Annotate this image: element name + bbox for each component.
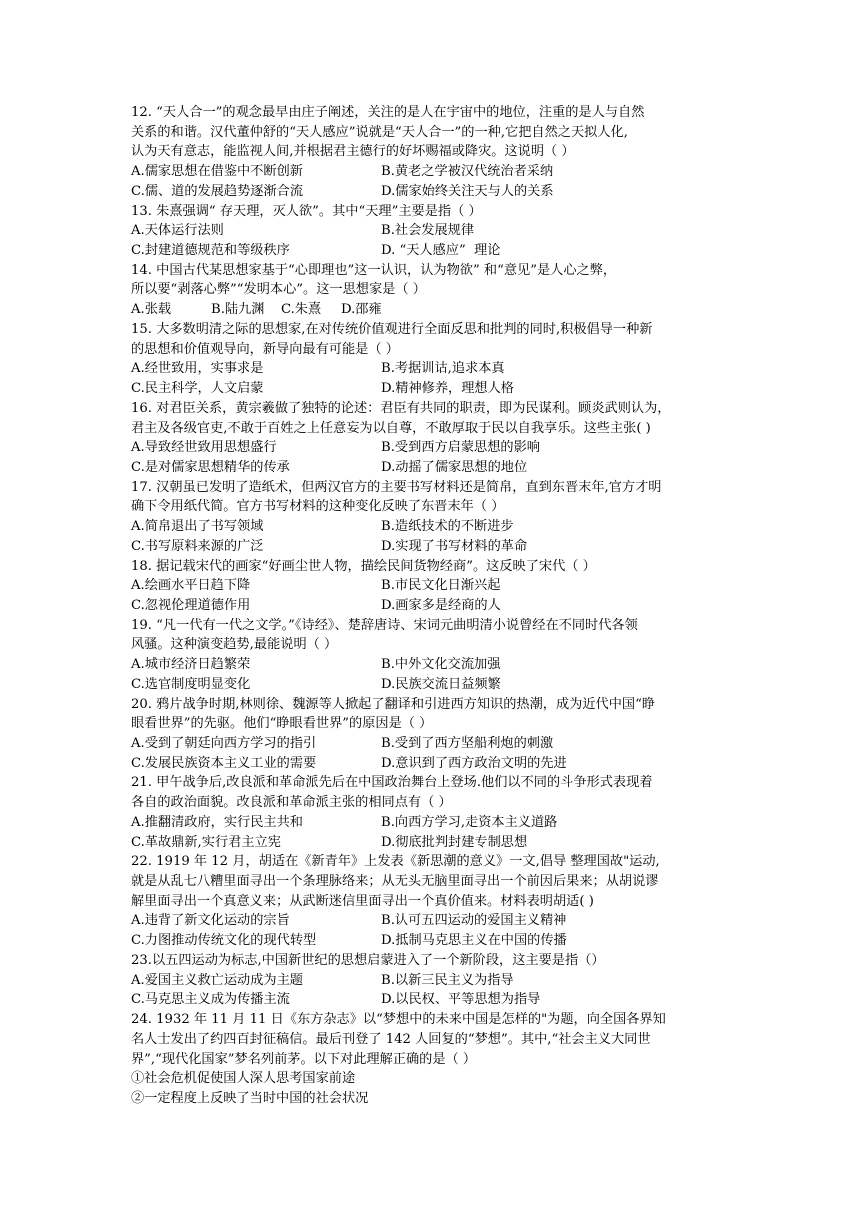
question-block <box>131 478 741 557</box>
answer-option[interactable]: A.绘画水平日趋下降 <box>131 578 251 594</box>
question-stem: 18. 据记载宋代的画家“好画尘世人物，描绘民间货物经商”。这反映了宋代（ ） <box>131 558 596 574</box>
answer-option[interactable]: D.意识到了西方政治文明的先进 <box>381 755 567 771</box>
answer-option[interactable]: C.忽视伦理道德作用 <box>131 597 251 613</box>
option-row <box>131 675 741 695</box>
answer-option[interactable]: B.向西方学习,走资本主义道路 <box>381 814 558 830</box>
option-row <box>131 576 741 596</box>
question-stem: 13. 朱熹强调“ 存天理，灭人欲”。其中“天理”主要是指（ ） <box>131 203 482 219</box>
answer-option[interactable]: C.书写原料来源的广泛 <box>131 538 264 554</box>
answer-option[interactable]: A.受到了朝廷向西方学习的指引 <box>131 736 317 751</box>
option-row <box>131 300 741 320</box>
question-list <box>131 103 741 1109</box>
question-stem-line: ②一定程度上反映了当时中国的社会状况 <box>131 1090 369 1106</box>
question-block <box>131 261 741 320</box>
question-stem: 16. 对君臣关系，黄宗羲做了独特的论述：君臣有共同的职责，即为民谋利。顾炎武则认为， <box>131 400 671 416</box>
question-block <box>131 202 741 261</box>
answer-option[interactable]: C.选官制度明显变化 <box>131 676 251 692</box>
answer-option[interactable]: A.简帛退出了书写领域 <box>131 519 264 535</box>
question-block <box>131 773 741 852</box>
option-row <box>131 517 741 537</box>
answer-option[interactable]: C.儒、道的发展趋势逐渐合流 <box>131 183 304 199</box>
question-stem: 12. “天人合一”的观念最早由庄子阐述，关注的是人在宇宙中的地位，注重的是人与自然 <box>131 105 645 120</box>
answer-option[interactable]: D.动摇了儒家思想的地位 <box>381 459 528 475</box>
option-row <box>131 931 741 951</box>
question-stem-line: 就是从乱七八糟里面寻出一个条理脉络来；从无头无脑里面寻出一个前因后果来；从胡说谬 <box>131 874 659 890</box>
answer-option[interactable]: B.造纸技术的不断进步 <box>381 519 514 535</box>
option-row <box>131 971 741 991</box>
question-block <box>131 695 741 774</box>
question-block <box>131 951 741 1010</box>
option-row <box>131 438 741 458</box>
question-stem-line: ①社会危机促使国人深人思考国家前途 <box>131 1071 356 1087</box>
question-block <box>131 852 741 951</box>
option-row <box>131 734 741 754</box>
answer-option[interactable]: B.黄老之学被汉代统治者采纳 <box>381 164 554 180</box>
question-stem-line: 各自的政治面貌。改良派和革命派主张的相同点有（ ） <box>131 795 452 811</box>
option-row <box>131 162 741 182</box>
question-stem-line: 界”,“现代化国家”梦名列前茅。以下对此理解正确的是（ ） <box>131 1051 477 1067</box>
question-stem: 17. 汉朝虽已发明了造纸术，但两汉官方的主要书写材料还是简帛，直到东晋末年,官方才明 <box>131 479 662 495</box>
question-stem-line: 的思想和价值观导向，新导向最有可能是（ ） <box>131 341 399 357</box>
option-row <box>131 990 741 1010</box>
question-block <box>131 103 741 202</box>
answer-option[interactable]: A.违背了新文化运动的宗旨 <box>131 913 290 929</box>
answer-option[interactable]: D.民族交流日益频繁 <box>381 676 501 692</box>
question-stem: 19. “凡一代有一代之文学。”《诗经》、楚辞唐诗、宋词元曲明清小说曾经在不同时代各领 <box>131 617 638 633</box>
question-block <box>131 557 741 616</box>
question-stem: 20. 鸦片战争时期,林则徐、魏源等人掀起了翻译和引进西方知识的热潮，成为近代中国“睁 <box>131 696 656 712</box>
answer-option[interactable]: C.封建道德规范和等级秩序 <box>131 243 290 259</box>
answer-option[interactable]: C.发展民族资本主义工业的需要 <box>131 755 317 771</box>
answer-option[interactable]: B.市民文化日渐兴起 <box>381 578 501 594</box>
answer-option[interactable]: B.认可五四运动的爱国主义精神 <box>381 913 567 929</box>
answer-option[interactable]: D.彻底批判封建专制思想 <box>381 834 528 850</box>
answer-option[interactable]: D.画家多是经商的人 <box>381 597 501 613</box>
answer-option[interactable]: B.陆九渊 <box>211 302 265 318</box>
answer-option[interactable]: C.马克思主义成为传播主流 <box>131 992 290 1008</box>
answer-option[interactable]: A.推翻清政府，实行民主共和 <box>131 814 303 830</box>
answer-option[interactable]: D.精神修养，理想人格 <box>381 381 514 397</box>
answer-option[interactable]: A.城市经济日趋繁荣 <box>131 657 251 673</box>
answer-option[interactable]: A.经世致用，实事求是 <box>131 361 264 377</box>
option-row <box>131 911 741 931</box>
answer-option[interactable]: A.爱国主义救亡运动成为主题 <box>131 972 303 988</box>
answer-option[interactable]: D.邵雍 <box>341 302 382 318</box>
answer-option[interactable]: C.民主科学，人文启蒙 <box>131 381 264 397</box>
question-stem: 21. 甲午战争后,改良派和革命派先后在中国政治舞台上登场.他们以不同的斗争形式表现着 <box>131 775 653 791</box>
option-row <box>131 241 741 261</box>
option-row <box>131 458 741 478</box>
answer-option[interactable]: A.张载 <box>131 302 172 318</box>
question-block <box>131 616 741 695</box>
question-stem-line: 风骚。这种演变趋势,最能说明（ ） <box>131 637 338 653</box>
question-stem-line: 确下令用纸代简。官方书写材料的这种变化反映了东晋末年（ ） <box>131 499 505 515</box>
question-stem-line: 认为天有意志，能监视人间,并根据君主德行的好坏赐福或降灾。这说明（ ） <box>131 144 575 160</box>
answer-option[interactable]: A.导致经世致用思想盛行 <box>131 440 277 456</box>
question-stem-line: 名人士发出了约四百封征稿信。最后刊登了 142 人回复的“梦想”。其中,“社会主义大同世 <box>131 1031 651 1047</box>
answer-option[interactable]: C.力图推动传统文化的现代转型 <box>131 933 317 949</box>
option-row <box>131 833 741 853</box>
answer-option[interactable]: D.抵制马克思主义在中国的传播 <box>381 933 567 949</box>
answer-option[interactable]: D.以民权、平等思想为指导 <box>381 992 541 1008</box>
answer-option[interactable]: B.中外文化交流加强 <box>381 657 501 673</box>
answer-option[interactable]: D.实现了书写材料的革命 <box>381 538 528 554</box>
question-block <box>131 1010 741 1109</box>
question-stem: 15. 大多数明清之际的思想家,在对传统价值观进行全面反思和批判的同时,积极倡导一种新 <box>131 321 653 337</box>
answer-option[interactable]: B.考据训诂,追求本真 <box>381 361 505 377</box>
question-stem-line: 君主及各级官吏,不敢于百姓之上任意妄为以自尊，不敢厚取于民以自我享乐。这些主张( ) <box>131 420 651 436</box>
option-row <box>131 379 741 399</box>
answer-option[interactable]: C.革故鼎新,实行君主立宪 <box>131 834 281 850</box>
option-row <box>131 655 741 675</box>
answer-option[interactable]: B.以新三民主义为指导 <box>381 972 514 988</box>
answer-option[interactable]: D. “天人感应” 理论 <box>381 243 501 259</box>
question-block <box>131 399 741 478</box>
question-stem-line: 所以要“剥落心弊”“发明本心”。这一思想家是（ ） <box>131 282 426 298</box>
option-row <box>131 537 741 557</box>
question-block <box>131 320 741 399</box>
option-row <box>131 754 741 774</box>
question-stem: 22. 1919 年 12 月，胡适在《新青年》上发表《新思潮的意义》一文,倡导 整理国故"运动, <box>131 854 660 870</box>
answer-option[interactable]: C.朱熹 <box>281 302 322 318</box>
question-stem-line: 关系的和谐。汉代董仲舒的“天人感应”说就是“天人合一”的一种,它把自然之天拟人化, <box>131 124 628 140</box>
answer-option[interactable]: D.儒家始终关注天与人的关系 <box>381 183 554 199</box>
option-row <box>131 596 741 616</box>
question-stem-line: 眼看世界”的先驱。他们“睁眼看世界”的原因是（ ） <box>131 716 433 732</box>
option-row <box>131 813 741 833</box>
answer-option[interactable]: C.是对儒家思想精华的传承 <box>131 459 290 475</box>
question-stem: 14. 中国古代某思想家基于“心即理也”这一认识，认为物欲” 和“意见”是人心之弊， <box>131 262 617 278</box>
question-stem-line: 解里面寻出一个真意义来；从武断迷信里面寻出一个真价值来。材料表明胡适( ) <box>131 893 594 909</box>
question-stem: 23.以五四运动为标志,中国新世纪的思想启蒙进入了一个新阶段，这主要是指（） <box>131 952 605 968</box>
answer-option[interactable]: A.儒家思想在借鉴中不断创新 <box>131 164 303 180</box>
option-row <box>131 359 741 379</box>
answer-option[interactable]: B.社会发展规律 <box>381 223 475 239</box>
question-stem: 24. 1932 年 11 月 11 日《东方杂志》以“梦想中的未来中国是怎样的"为题，向全国各界知 <box>131 1012 666 1028</box>
answer-option[interactable]: B.受到西方启蒙思想的影响 <box>381 440 540 456</box>
option-row <box>131 221 741 241</box>
answer-option[interactable]: B.受到了西方坚船利炮的刺激 <box>381 736 554 751</box>
answer-option[interactable]: A.天体运行法则 <box>131 223 224 239</box>
option-row <box>131 182 741 202</box>
